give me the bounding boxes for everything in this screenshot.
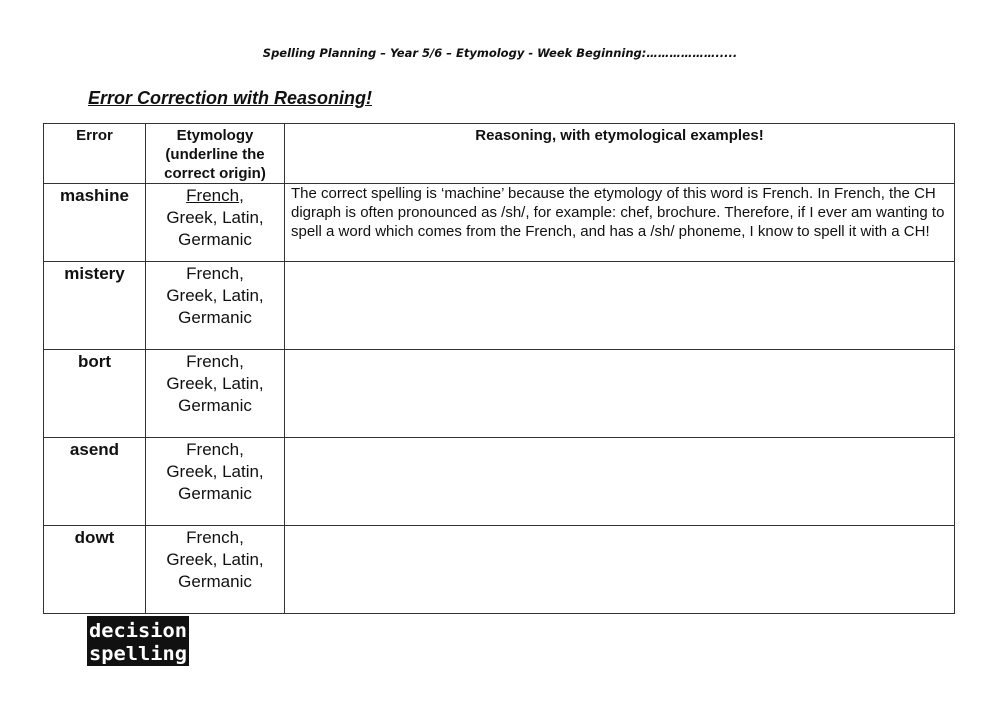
etymology-option: Greek, Latin,: [166, 374, 264, 393]
reasoning-cell[interactable]: [285, 350, 955, 438]
etymology-option: Germanic: [178, 572, 252, 591]
error-word: dowt: [44, 526, 146, 614]
table-row: [44, 184, 955, 262]
reasoning-cell[interactable]: [285, 262, 955, 350]
error-word: mashine: [44, 184, 146, 262]
etymology-option: Germanic: [178, 484, 252, 503]
worksheet-title: Error Correction with Reasoning!: [88, 88, 373, 108]
error-word: mistery: [44, 262, 146, 350]
table-row: [44, 438, 955, 526]
table-row: [44, 262, 955, 350]
logo-line-2: spelling: [89, 643, 187, 665]
etymology-options[interactable]: [146, 262, 285, 350]
page-header: Spelling Planning – Year 5/6 – Etymology - Week Beginning:……………….....: [262, 46, 738, 60]
etymology-option: Greek, Latin,: [166, 550, 264, 569]
etymology-option: Germanic: [178, 308, 252, 327]
table-row: [44, 526, 955, 614]
column-header-reasoning: Reasoning, with etymological examples!: [285, 124, 955, 184]
reasoning-cell[interactable]: The correct spelling is ‘machine’ because the etymology of this word is French. In French, the CH digraph is often pronounced as /sh/, for example: chef, brochure. Therefore, if I ever am wanting to spell a word which comes from the French, and has a /sh/ phoneme, I know to spell it with a CH!: [285, 184, 955, 262]
table-row: [44, 350, 955, 438]
reasoning-cell[interactable]: [285, 526, 955, 614]
error-word: asend: [44, 438, 146, 526]
etymology-options[interactable]: [146, 438, 285, 526]
etymology-option-selected: French: [186, 186, 240, 205]
etymology-option: Greek, Latin,: [166, 286, 264, 305]
etymology-option: French,: [186, 528, 244, 547]
etymology-options[interactable]: [146, 184, 285, 262]
etymology-options[interactable]: [146, 526, 285, 614]
column-header-error: Error: [44, 124, 146, 184]
etymology-option: Greek, Latin,: [166, 462, 264, 481]
column-header-etymology: Etymology (underline the correct origin): [146, 124, 285, 184]
etymology-option: Greek, Latin,: [166, 208, 264, 227]
logo-line-1: decision: [89, 620, 187, 642]
etymology-options[interactable]: [146, 350, 285, 438]
error-correction-table: [43, 123, 955, 614]
etymology-option: French,: [186, 352, 244, 371]
decision-spelling-logo: [87, 616, 189, 666]
etymology-option: French,: [186, 264, 244, 283]
error-word: bort: [44, 350, 146, 438]
etymology-comma: ,: [239, 186, 244, 205]
etymology-option: Germanic: [178, 396, 252, 415]
etymology-option: French,: [186, 440, 244, 459]
etymology-option: Germanic: [178, 230, 252, 249]
table-header-row: [44, 124, 955, 184]
reasoning-cell[interactable]: [285, 438, 955, 526]
